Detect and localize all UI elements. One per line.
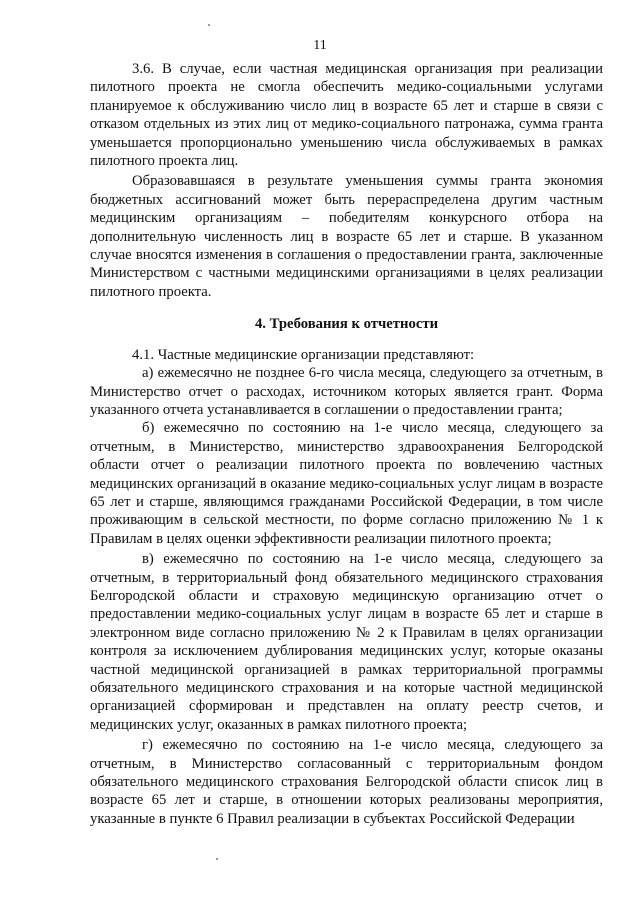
paragraph-item-b: б) ежемесячно по состоянию на 1-е число месяца, следующего за отчетным, в Министерство, министерство здравоохранения Белгородской области отчет о реализации пилотного проекта по вовлечению частных медицинских организаций в оказание медико-социальных услуг лицам в возрасте 65 лет и старше, являющимся гражданами Российской Федерации, в том числе проживающим в сельской местности, по форме согласно приложению № 1 к Правилам в целях оценки эффективности реализации пилотного проекта; [90, 420, 603, 547]
page-number: 11 [313, 38, 327, 53]
scan-speck [216, 858, 218, 860]
paragraph-item-g: г) ежемесячно по состоянию на 1-е число месяца, следующего за отчетным, в Министерство согласованный с территориальным фондом обязательного медицинского страхования Белгородской области список лиц в возрасте 65 лет и старше, в отношении которых реализованы мероприятия, указанные в пункте 6 Правил реализации в субъектах Российской Федерации [90, 737, 603, 827]
scan-speck [208, 24, 210, 26]
paragraph-grant-redistribution: Образовавшаяся в результате уменьшения суммы гранта экономия бюджетных ассигнований может быть перераспределена другим частным медицинским организациям – победителям конкурсного отбора на дополнительную численность лиц в возрасте 65 лет и старше. В указанном случае вносятся изменения в соглашения о предоставлении гранта, заключенные Министерством с частными медицинскими организациями в целях реализации пилотного проекта. [90, 173, 603, 300]
paragraph-item-a: а) ежемесячно не позднее 6-го числа месяца, следующего за отчетным, в Министерство отчет о расходах, источником которых является грант. Форма указанного отчета устанавливается в соглашении о предоставлении гранта; [90, 365, 603, 418]
paragraph-item-v: в) ежемесячно по состоянию на 1-е число месяца, следующего за отчетным, в территориальный фонд обязательного медицинского страхования Белгородской области и страховую медицинскую организацию отчет о предоставлении медико-социальных услуг лицам в возрасте 65 лет и старше в электронном виде согласно приложению № 2 к Правилам в целях организации контроля за исключением дублирования медицинских услуг, которые оказаны частной медицинской организацией в рамках территориальной программы обязательного медицинского страхования и на которые частной медицинской организацией сформирован и представлен на оплату реестр счетов, и медицинских услуг, оказанных в рамках пилотного проекта; [90, 551, 603, 733]
paragraph-3-6: 3.6. В случае, если частная медицинская организация при реализации пилотного проекта не смогла обеспечить медико-социальными услугами планируемое к обслуживанию число лиц в возрасте 65 лет и старше в связи с отказом отдельных из этих лиц от медико-социального патронажа, сумма гранта уменьшается пропорционально уменьшению числа обслуживаемых в рамках пилотного проекта лиц. [90, 61, 603, 170]
document-body [90, 60, 603, 828]
section-heading: 4. Требования к отчетности [254, 316, 439, 333]
paragraph-4-1: 4.1. Частные медицинские организации представляют: [132, 346, 475, 363]
